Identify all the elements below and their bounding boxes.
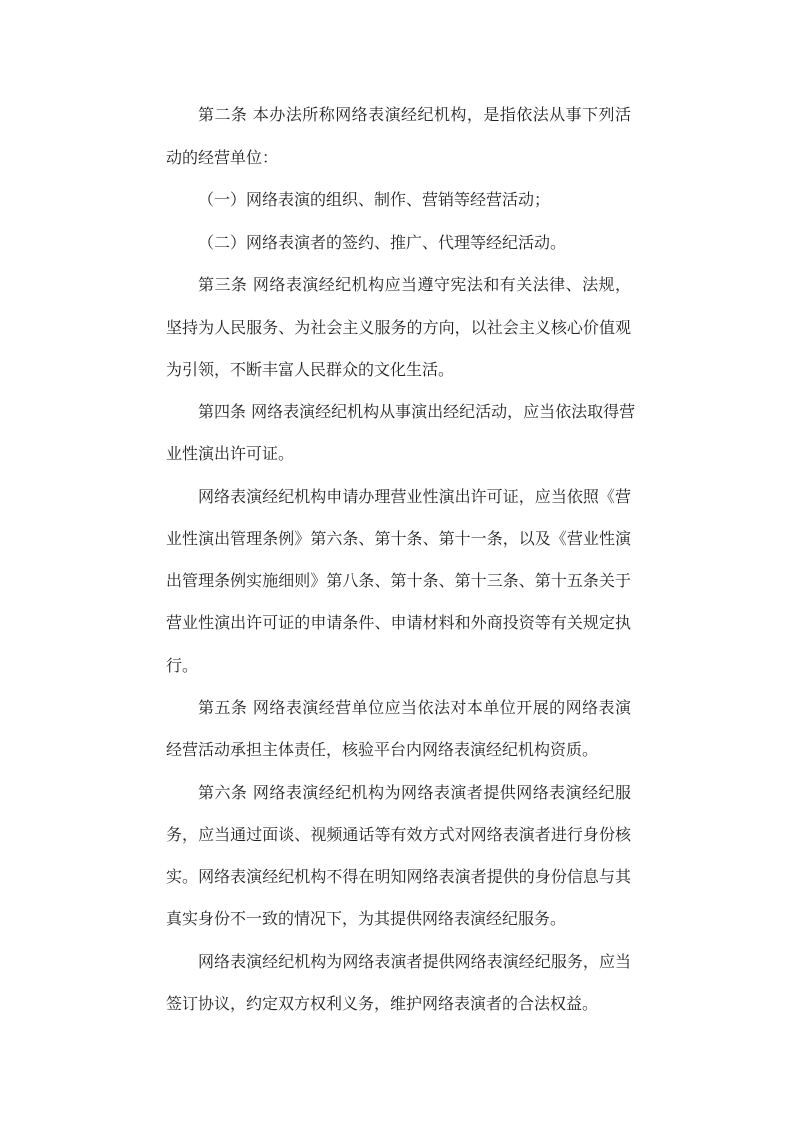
text-line: 坚持为人民服务、为社会主义服务的方向，以社会主义核心价值观 — [166, 318, 631, 337]
text-line: 为引领，不断丰富人民群众的文化生活。 — [166, 360, 455, 379]
text-line: 出管理条例实施细则》第八条、第十条、第十三条、第十五条关于 — [166, 571, 631, 590]
text-line: 营业性演出许可证的申请条件、申请材料和外商投资等有关规定执 — [166, 613, 631, 632]
text-line: 动的经营单位： — [166, 148, 279, 167]
text-line: 业性演出许可证。 — [166, 444, 295, 463]
text-line: 网络表演经纪机构为网络表演者提供网络表演经纪服务，应当 — [198, 952, 631, 971]
text-line: 网络表演经纪机构申请办理营业性演出许可证，应当依照《营 — [198, 487, 631, 506]
text-line: 务，应当通过面谈、视频通话等有效方式对网络表演者进行身份核 — [166, 825, 631, 844]
text-line: 签订协议，约定双方权利义务，维护网络表演者的合法权益。 — [166, 994, 599, 1013]
text-line: 实。网络表演经纪机构不得在明知网络表演者提供的身份信息与其 — [166, 867, 631, 886]
text-line: 真实身份不一致的情况下，为其提供网络表演经纪服务。 — [166, 909, 567, 928]
text-line: 第二条 本办法所称网络表演经纪机构，是指依法从事下列活 — [198, 105, 631, 124]
text-line: 第五条 网络表演经营单位应当依法对本单位开展的网络表演 — [198, 698, 631, 717]
text-line: 行。 — [166, 656, 199, 675]
text-line: （一）网络表演的组织、制作、营销等经营活动； — [198, 190, 551, 209]
text-line: 第三条 网络表演经纪机构应当遵守宪法和有关法律、法规， — [198, 275, 631, 294]
text-line: 第六条 网络表演经纪机构为网络表演者提供网络表演经纪服 — [198, 783, 631, 802]
text-line: 第四条 网络表演经纪机构从事演出经纪活动，应当依法取得营 — [198, 402, 636, 421]
text-line: 经营活动承担主体责任，核验平台内网络表演经纪机构资质。 — [166, 740, 599, 759]
text-line: （二）网络表演者的签约、推广、代理等经纪活动。 — [198, 233, 567, 252]
text-line: 业性演出管理条例》第六条、第十条、第十一条，以及《营业性演 — [166, 529, 631, 548]
